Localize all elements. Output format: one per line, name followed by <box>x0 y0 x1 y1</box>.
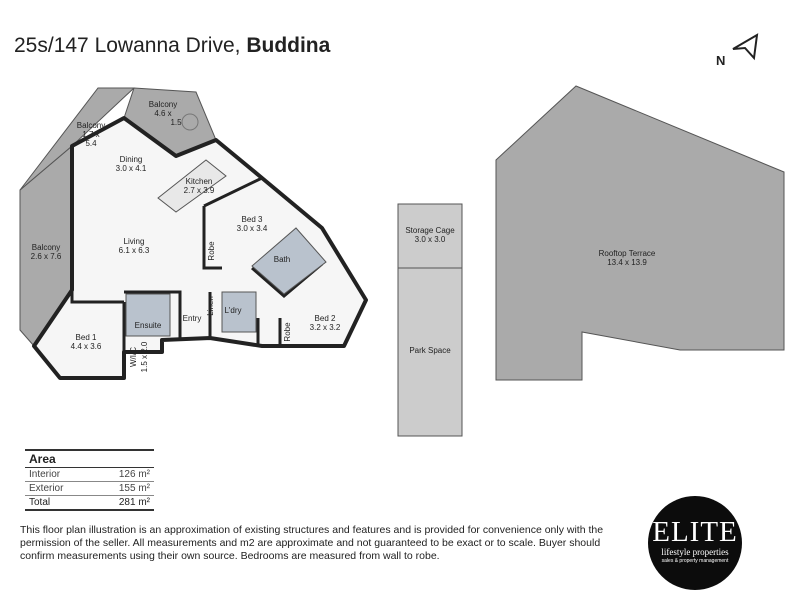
park-space-name: Park Space <box>409 346 451 355</box>
storage-cage-size: 3.0 x 3.0 <box>414 235 446 244</box>
storage-cage-name: Storage Cage <box>405 226 455 235</box>
wic-name: W/I/C <box>129 347 138 367</box>
wic-size: 1.5 x 2.0 <box>140 341 149 373</box>
dining-name: Dining <box>119 155 143 164</box>
address-street: 25s/147 Lowanna Drive, <box>14 34 241 57</box>
balcony-upper-name: Balcony <box>76 121 106 130</box>
agency-logo <box>648 496 742 590</box>
logo-main-text: ELITE <box>652 516 738 548</box>
linen-name: Linen <box>206 296 215 316</box>
area-value: 126 m² <box>118 469 150 480</box>
logo-sub-text: lifestyle properties <box>661 547 729 557</box>
disclaimer-text: This floor plan illustration is an approximation of existing structures and features and is provided for convenience only with the permission of the seller. All measurements and m2 are approximate and not guaranteed to be exact or to scale. Buyer should confirm measurements using their own source. Bedrooms are measured from wall to robe. <box>20 524 604 562</box>
bed3-size: 3.0 x 3.4 <box>236 224 268 233</box>
balcony-top-size-2: 1.5 <box>170 118 182 127</box>
balcony-top-name: Balcony <box>148 100 178 109</box>
area-label: Total <box>29 497 51 508</box>
rooftop-terrace-name: Rooftop Terrace <box>598 249 656 258</box>
area-table <box>25 449 154 511</box>
bed2-name: Bed 2 <box>314 314 336 323</box>
bed1-name: Bed 1 <box>75 333 97 342</box>
bed3-name: Bed 3 <box>241 215 263 224</box>
entry-name: Entry <box>182 314 202 323</box>
kitchen-name: Kitchen <box>185 177 213 186</box>
area-heading: Area <box>25 449 154 468</box>
area-row-interior <box>25 468 154 482</box>
area-label: Interior <box>29 469 61 480</box>
rooftop-terrace-shape <box>496 86 784 380</box>
living-name: Living <box>123 237 145 246</box>
compass-icon <box>716 35 757 68</box>
kitchen-size: 2.7 x 3.9 <box>183 186 215 195</box>
balcony-left-name: Balcony <box>31 243 61 252</box>
robe-1: Robe <box>207 241 216 261</box>
area-row-exterior <box>25 482 154 496</box>
balcony-upper-size: 1.7 x <box>82 130 100 139</box>
robe-2: Robe <box>283 322 292 342</box>
bed2-size: 3.2 x 3.2 <box>309 323 341 332</box>
address-suburb: Buddina <box>246 34 331 57</box>
bed1-size: 4.4 x 3.6 <box>70 342 102 351</box>
bath-name: Bath <box>273 255 291 264</box>
balcony-top-size: 4.6 x <box>154 109 172 118</box>
area-row-total <box>25 496 154 511</box>
area-value: 155 m² <box>118 483 150 494</box>
ensuite-name: Ensuite <box>134 321 162 330</box>
dining-size: 3.0 x 4.1 <box>115 164 147 173</box>
logo-tag-text: sales & property management <box>661 558 729 564</box>
area-label: Exterior <box>29 483 64 494</box>
area-value: 281 m² <box>118 497 150 508</box>
balcony-upper-size-2: 5.4 <box>85 139 97 148</box>
living-size: 6.1 x 6.3 <box>118 246 150 255</box>
rooftop-terrace-size: 13.4 x 13.9 <box>607 258 647 267</box>
balcony-left-size: 2.6 x 7.6 <box>30 252 62 261</box>
compass-letter: N <box>716 53 726 68</box>
laundry-name: L'dry <box>224 306 242 315</box>
